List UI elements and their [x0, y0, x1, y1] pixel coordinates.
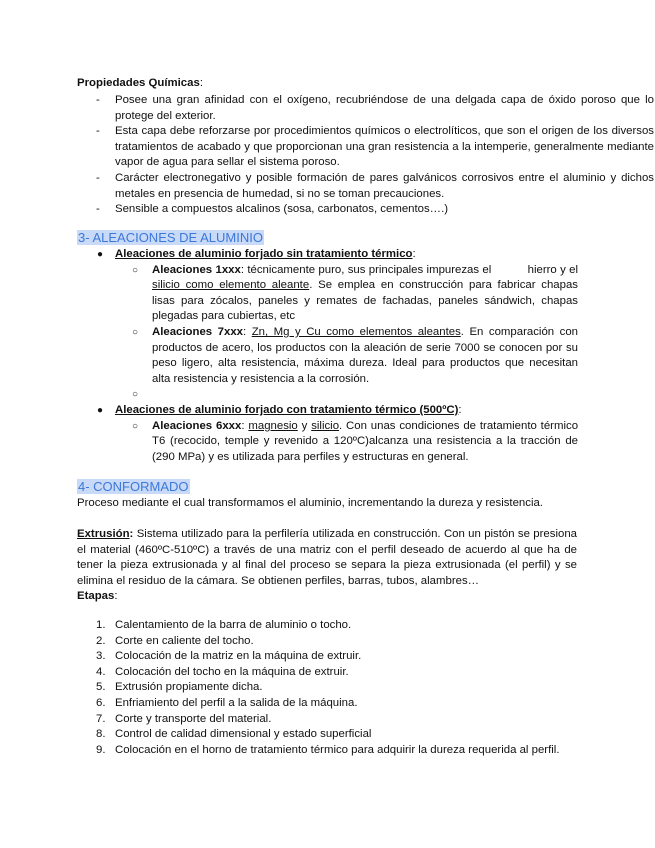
- chem-properties-title: [77, 76, 203, 92]
- chem-item: [77, 202, 654, 218]
- chem-item: [77, 93, 654, 124]
- alloy-link[interactable]: magnesio: [248, 419, 298, 432]
- stage-text: Colocación del tocho en la máquina de extruir.: [115, 665, 349, 678]
- alloy-group-colon: :: [458, 404, 462, 416]
- alloy-text: y el: [560, 263, 579, 276]
- alloy-item-6xxx: [115, 419, 578, 466]
- chem-item-text: Sensible a compuestos alcalinos (sosa, carbonatos, cementos….): [115, 203, 449, 216]
- stage-number: 5.: [96, 681, 106, 694]
- stage-text: Colocación de la matriz en la máquina de extruir.: [115, 650, 362, 663]
- stage-text: Corte y transporte del material.: [115, 712, 272, 725]
- stages-label: Etapas: [77, 590, 115, 602]
- stage-number: 1.: [96, 619, 106, 631]
- alloy-link[interactable]: silicio: [311, 419, 340, 432]
- bullet-marker: ●: [97, 405, 104, 416]
- stage-text: Extrusión propiamente dicha.: [115, 681, 263, 694]
- stage-number: 4.: [96, 665, 106, 678]
- dash-marker: -: [96, 125, 100, 138]
- alloy-text: . Con unas condiciones de tratamiento térmico T6 (recocido, temple y revenido a 120ºC)alcanza una resistencia a la tracción de (290 MPa) y es utilizada para perfiles y estructuras en general.: [152, 419, 579, 463]
- stage-item: [77, 649, 587, 665]
- alloy-group-list: [77, 403, 579, 465]
- alloys-heading-text: 3- ALEACIONES DE ALUMINIO: [78, 230, 263, 245]
- stage-item: [77, 634, 587, 650]
- forming-intro: Proceso mediante el cual transformamos el aluminio, incrementando la dureza y resistencia.: [77, 497, 543, 509]
- section-heading-forming: [77, 479, 190, 497]
- alloy-text: : técnicamente puro, sus principales impurezas el: [240, 263, 492, 276]
- chem-item-text: Posee una gran afinidad con el oxígeno, recubriéndose de una delgada capa de óxido poroso que lo protege del exterior.: [115, 94, 654, 122]
- alloy-item-empty: [115, 387, 578, 403]
- chem-item-text: Carácter electronegativo y posible formación de pares galvánicos corrosivos entre el aluminio y dichos metales en presencia de humedad, si no se toman precauciones.: [115, 171, 654, 200]
- bullet-marker: ●: [97, 249, 104, 260]
- chem-item-text: Esta capa debe reforzarse por procedimientos químicos o electrolíticos, que son el origen de los diversos tratamientos de acabado y que proporcionan una gran resistencia a la intemperie, generalmente mediante vapor de agua para sellar el sistema poroso.: [115, 125, 654, 169]
- circle-marker: ○: [132, 420, 139, 432]
- alloy-text: y: [301, 419, 308, 432]
- alloy-label: Aleaciones 1xxx: [152, 263, 241, 276]
- stage-item: [77, 618, 587, 634]
- alloy-item-7xxx: [115, 325, 578, 387]
- alloy-text: :: [243, 325, 247, 338]
- alloy-label: Aleaciones 7xxx: [152, 325, 243, 338]
- chem-title-colon: :: [199, 77, 203, 89]
- alloy-sublist: [115, 263, 579, 403]
- stage-number: 8.: [96, 728, 106, 741]
- circle-marker: ○: [132, 326, 139, 338]
- dash-marker: -: [96, 94, 100, 106]
- stages-colon: :: [114, 590, 118, 602]
- chem-title-text: Propiedades Químicas: [77, 77, 200, 89]
- extrusion-text: Sistema utilizado para la perfilería utilizada en construcción. Con un pistón se presiona el material (460ºC-510ºC) a través de una matriz con el perfil deseado de acuerdo al que ha de tener la pieza extrusionada y al final del proceso se separa la pieza extrusionada (el perfil) y se elimina el residuo de la cámara. Se obtienen perfiles, barras, tubos, alambres…: [77, 528, 578, 587]
- alloy-link[interactable]: silicio como elemento aleante: [152, 279, 310, 292]
- stage-number: 3.: [96, 650, 106, 663]
- section-heading-alloys: [77, 230, 264, 248]
- stage-item: [77, 743, 587, 759]
- alloy-sublist: [115, 419, 579, 466]
- stage-number: 2.: [96, 634, 106, 647]
- stage-number: 7.: [96, 712, 106, 725]
- stage-text: Corte en caliente del tocho.: [115, 634, 254, 647]
- stage-text: Calentamiento de la barra de aluminio o tocho.: [115, 619, 352, 631]
- stage-text: Colocación en el horno de tratamiento térmico para adquirir la dureza requerida al perfil.: [115, 743, 560, 756]
- extrusion-colon: :: [129, 528, 134, 540]
- chem-item: [77, 171, 654, 202]
- forming-heading-text: 4- CONFORMADO: [78, 479, 189, 494]
- stage-text: Enfriamiento del perfil a la salida de la máquina.: [115, 696, 358, 709]
- stage-number: 9.: [96, 743, 106, 756]
- stage-item: [77, 665, 587, 681]
- stage-number: 6.: [96, 696, 106, 709]
- alloy-group-title: Aleaciones de aluminio forjado con tratamiento térmico (500ºC): [115, 404, 459, 416]
- stages-list: [77, 618, 587, 758]
- stage-item: [77, 727, 587, 743]
- circle-marker: ○: [132, 264, 139, 276]
- stage-text: Control de calidad dimensional y estado superficial: [115, 728, 372, 741]
- alloy-text: . En comparación con productos de acero, los productos con la aleación de serie 7000 se conocen por su peso ligero, alta resistencia, máxima dureza. Ideal para productos que necesitan alta resistencia y resistencia a la corrosión.: [152, 325, 578, 385]
- extrusion-paragraph: [77, 527, 577, 589]
- stage-item: [77, 680, 587, 696]
- chem-item: [77, 124, 654, 171]
- alloy-group-list: [77, 247, 579, 403]
- circle-marker: ○: [132, 389, 139, 401]
- alloy-group-heat-treated: [77, 403, 579, 465]
- chem-properties-list: [77, 93, 654, 218]
- extrusion-label: Extrusión: [77, 528, 130, 540]
- stages-title: [77, 589, 118, 605]
- dash-marker: -: [96, 203, 100, 216]
- stage-item: [77, 696, 587, 712]
- alloy-text: :: [241, 419, 245, 432]
- alloy-text: . Se emplea en construcción para fabricar chapas lisas para zócalos, paneles y remates de fachadas, paneles sándwich, chapas plegadas para cubiertas, etc: [152, 279, 579, 323]
- dash-marker: -: [96, 171, 100, 184]
- alloy-group-non-heat-treated: [77, 247, 579, 403]
- stage-item: [77, 712, 587, 728]
- alloy-label: Aleaciones 6xxx: [152, 419, 242, 432]
- alloy-group-title: Aleaciones de aluminio forjado sin tratamiento térmico: [115, 248, 413, 260]
- alloy-item-1xxx: [115, 263, 578, 325]
- alloy-link[interactable]: Zn, Mg y Cu como elementos aleantes: [251, 325, 461, 338]
- alloy-text: hierro: [527, 263, 557, 276]
- alloy-group-colon: :: [412, 248, 416, 260]
